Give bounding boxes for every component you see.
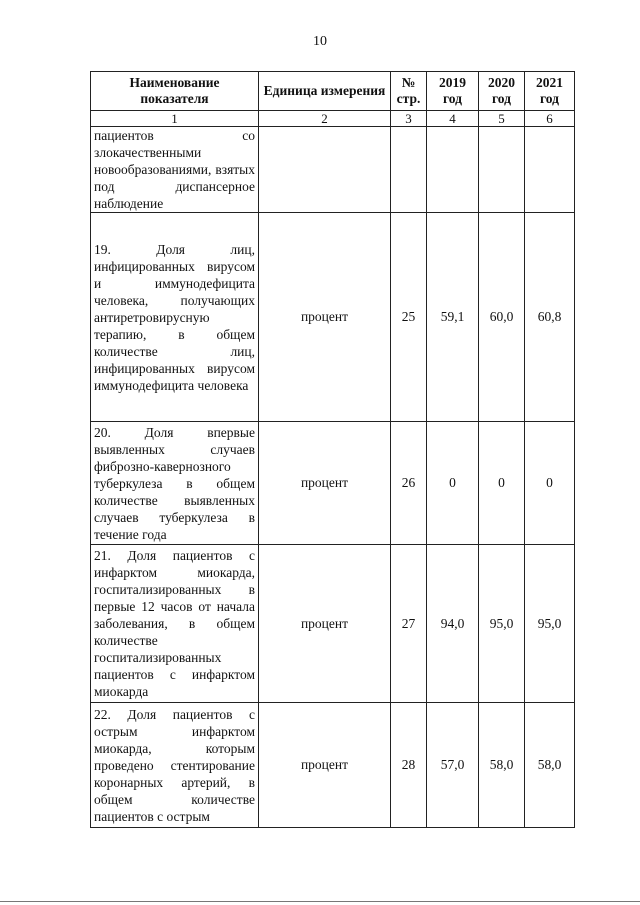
unit-cell: процент bbox=[259, 545, 391, 703]
value-2021: 0 bbox=[525, 422, 575, 545]
table-row bbox=[91, 127, 575, 213]
column-number: 1 bbox=[91, 111, 259, 127]
header-page: № стр. bbox=[391, 72, 427, 111]
header-row bbox=[91, 72, 575, 111]
header-name: Наименование показателя bbox=[91, 72, 259, 111]
unit-cell: процент bbox=[259, 422, 391, 545]
column-number: 6 bbox=[525, 111, 575, 127]
value-2021: 58,0 bbox=[525, 703, 575, 828]
value-2021: 60,8 bbox=[525, 213, 575, 422]
page-cell bbox=[391, 127, 427, 213]
table-row bbox=[91, 545, 575, 703]
value-2020: 60,0 bbox=[479, 213, 525, 422]
indicator-name: пациентов со злокачественными новообразованиями, взятых под диспансерное наблюдение bbox=[91, 127, 259, 213]
value-2019: 0 bbox=[427, 422, 479, 545]
table-row bbox=[91, 422, 575, 545]
header-2021: 2021 год bbox=[525, 72, 575, 111]
value-2020: 58,0 bbox=[479, 703, 525, 828]
indicator-name: 21. Доля пациентов с инфарктом миокарда, госпитализированных в первые 12 часов от начала заболевания, в общем количестве госпитализированных пациентов с инфарктом миокарда bbox=[91, 545, 259, 703]
unit-cell: процент bbox=[259, 213, 391, 422]
value-2019: 59,1 bbox=[427, 213, 479, 422]
indicator-name: 19. Доля лиц, инфицированных вирусом и иммунодефицита человека, получающих антиретровирусную терапию, в общем количестве лиц, инфицированных вирусом иммунодефицита человека bbox=[91, 213, 259, 422]
page-cell: 26 bbox=[391, 422, 427, 545]
column-number: 3 bbox=[391, 111, 427, 127]
value-2020: 95,0 bbox=[479, 545, 525, 703]
page-cell: 25 bbox=[391, 213, 427, 422]
column-number: 5 bbox=[479, 111, 525, 127]
column-number: 2 bbox=[259, 111, 391, 127]
unit-cell: процент bbox=[259, 703, 391, 828]
value-2019 bbox=[427, 127, 479, 213]
header-2020: 2020 год bbox=[479, 72, 525, 111]
column-number: 4 bbox=[427, 111, 479, 127]
indicators-table bbox=[90, 71, 575, 828]
value-2020 bbox=[479, 127, 525, 213]
header-unit: Единица измерения bbox=[259, 72, 391, 111]
header-2019: 2019 год bbox=[427, 72, 479, 111]
page-cell: 27 bbox=[391, 545, 427, 703]
table-row bbox=[91, 703, 575, 828]
value-2019: 57,0 bbox=[427, 703, 479, 828]
indicator-name: 20. Доля впервые выявленных случаев фиброзно-кавернозного туберкулеза в общем количестве выявленных случаев туберкулеза в течение года bbox=[91, 422, 259, 545]
unit-cell bbox=[259, 127, 391, 213]
value-2021: 95,0 bbox=[525, 545, 575, 703]
page-cell: 28 bbox=[391, 703, 427, 828]
value-2021 bbox=[525, 127, 575, 213]
column-number-row bbox=[91, 111, 575, 127]
page-bottom-edge bbox=[0, 901, 640, 902]
indicator-name: 22. Доля пациентов с острым инфарктом миокарда, которым проведено стентирование коронарных артерий, в общем количестве пациентов с острым bbox=[91, 703, 259, 828]
value-2019: 94,0 bbox=[427, 545, 479, 703]
page-number: 10 bbox=[313, 34, 327, 49]
table-row bbox=[91, 213, 575, 422]
value-2020: 0 bbox=[479, 422, 525, 545]
